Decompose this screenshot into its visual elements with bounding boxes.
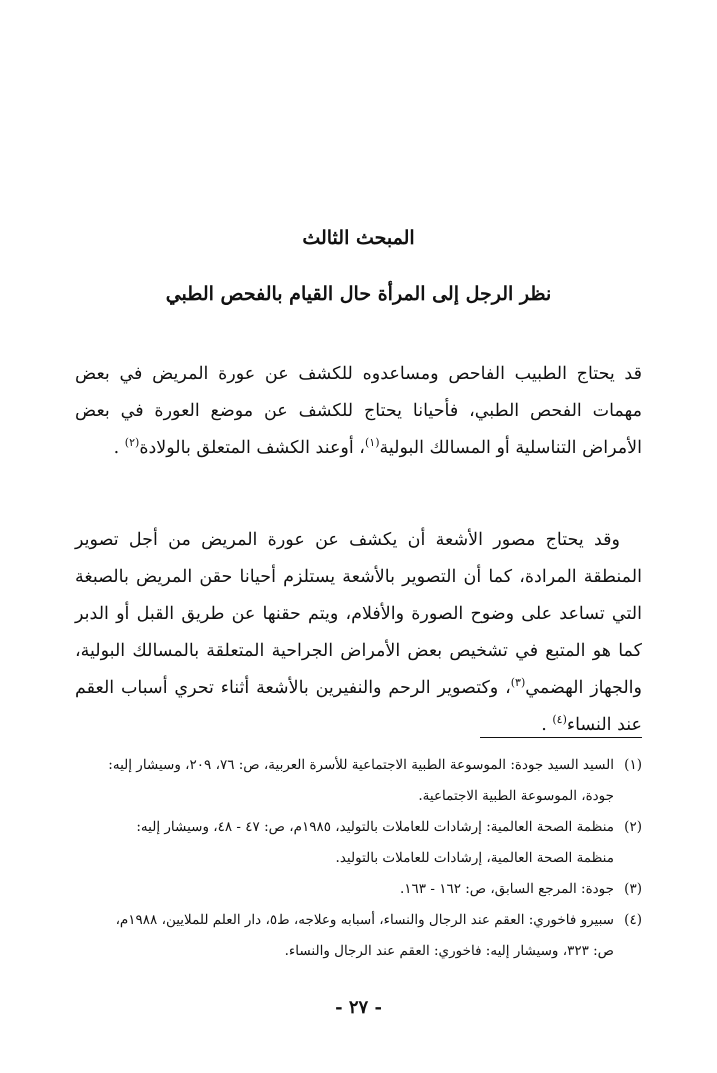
paragraph-1-text-c: .: [113, 437, 125, 458]
paragraph-1: [75, 356, 642, 467]
footnote-ref-3: (٣): [510, 675, 526, 689]
footnote-2-continuation: منظمة الصحة العالمية، إرشادات للعاملات بالتوليد.: [335, 850, 614, 866]
section-title: المبحث الثالث: [302, 227, 415, 249]
footnote-text: جودة: المرجع السابق، ص: ١٦٢ - ١٦٣.: [399, 881, 614, 897]
footnote-text: السيد السيد جودة: الموسوعة الطبية الاجتماعية للأسرة العربية، ص: ٧٦، ٢٠٩، وسيشار إليه:: [108, 757, 614, 773]
footnote-number: (٣): [624, 881, 642, 897]
footnote-number: (٢): [624, 819, 642, 835]
paragraph-2-text-c: .: [541, 714, 553, 735]
footnote-text: منظمة الصحة العالمية: إرشادات للعاملات بالتوليد، ١٩٨٥م، ص: ٤٧ - ٤٨، وسيشار إليه:: [136, 819, 614, 835]
footnote-number: (٤): [624, 912, 642, 928]
footnote-3: [72, 874, 642, 905]
footnote-4: [72, 905, 642, 936]
footnote-4-continuation: ص: ٣٢٣، وسيشار إليه: فاخوري: العقم عند الرجال والنساء.: [284, 943, 614, 959]
page-number: - ٢٧ -: [335, 997, 382, 1018]
footnote-2: [72, 812, 642, 843]
paragraph-1-text-b: ، أوعند الكشف المتعلق بالولادة: [139, 437, 365, 458]
footnote-ref-4: (٤): [552, 712, 567, 726]
paragraph-1-text-a: قد يحتاج الطبيب الفاحص ومساعدوه للكشف عن عورة المريض في بعض مهمات الفحص الطبي، فأحيانا يحتاج للكشف عن موضع العورة في بعض الأمراض التناسلية أو المسالك البولية: [75, 363, 642, 458]
section-subtitle: نظر الرجل إلى المرأة حال القيام بالفحص الطبي: [165, 283, 552, 305]
footnote-separator: [480, 737, 642, 738]
paragraph-2-text-b: ، وكتصوير الرحم والنفيرين بالأشعة أثناء تحري أسباب العقم عند النساء: [75, 677, 642, 735]
paragraph-2: [75, 522, 642, 744]
footnote-1: [72, 750, 642, 781]
footnote-ref-2: (٢): [124, 435, 140, 449]
footnote-1-continuation: جودة، الموسوعة الطبية الاجتماعية.: [418, 788, 614, 804]
paragraph-2-text-a: وقد يحتاج مصور الأشعة أن يكشف عن عورة المريض من أجل تصوير المنطقة المرادة، كما أن التصوير بالأشعة يستلزم أحيانا حقن المريض بالصبغة التي تساعد على وضوح الصورة والأفلام، ويتم حقنها عن طريق القبل أو الدبر كما هو المتبع في تشخيص بعض الأمراض الجراحية المتعلقة بالمسالك البولية، والجهاز الهضمي: [75, 529, 642, 698]
footnote-text: سبيرو فاخوري: العقم عند الرجال والنساء، أسبابه وعلاجه، ط٥، دار العلم للملايين، ١٩٨٨م،: [115, 912, 614, 928]
footnote-number: (١): [624, 757, 642, 773]
footnote-ref-1: (١): [364, 435, 380, 449]
footnotes: [72, 750, 642, 967]
